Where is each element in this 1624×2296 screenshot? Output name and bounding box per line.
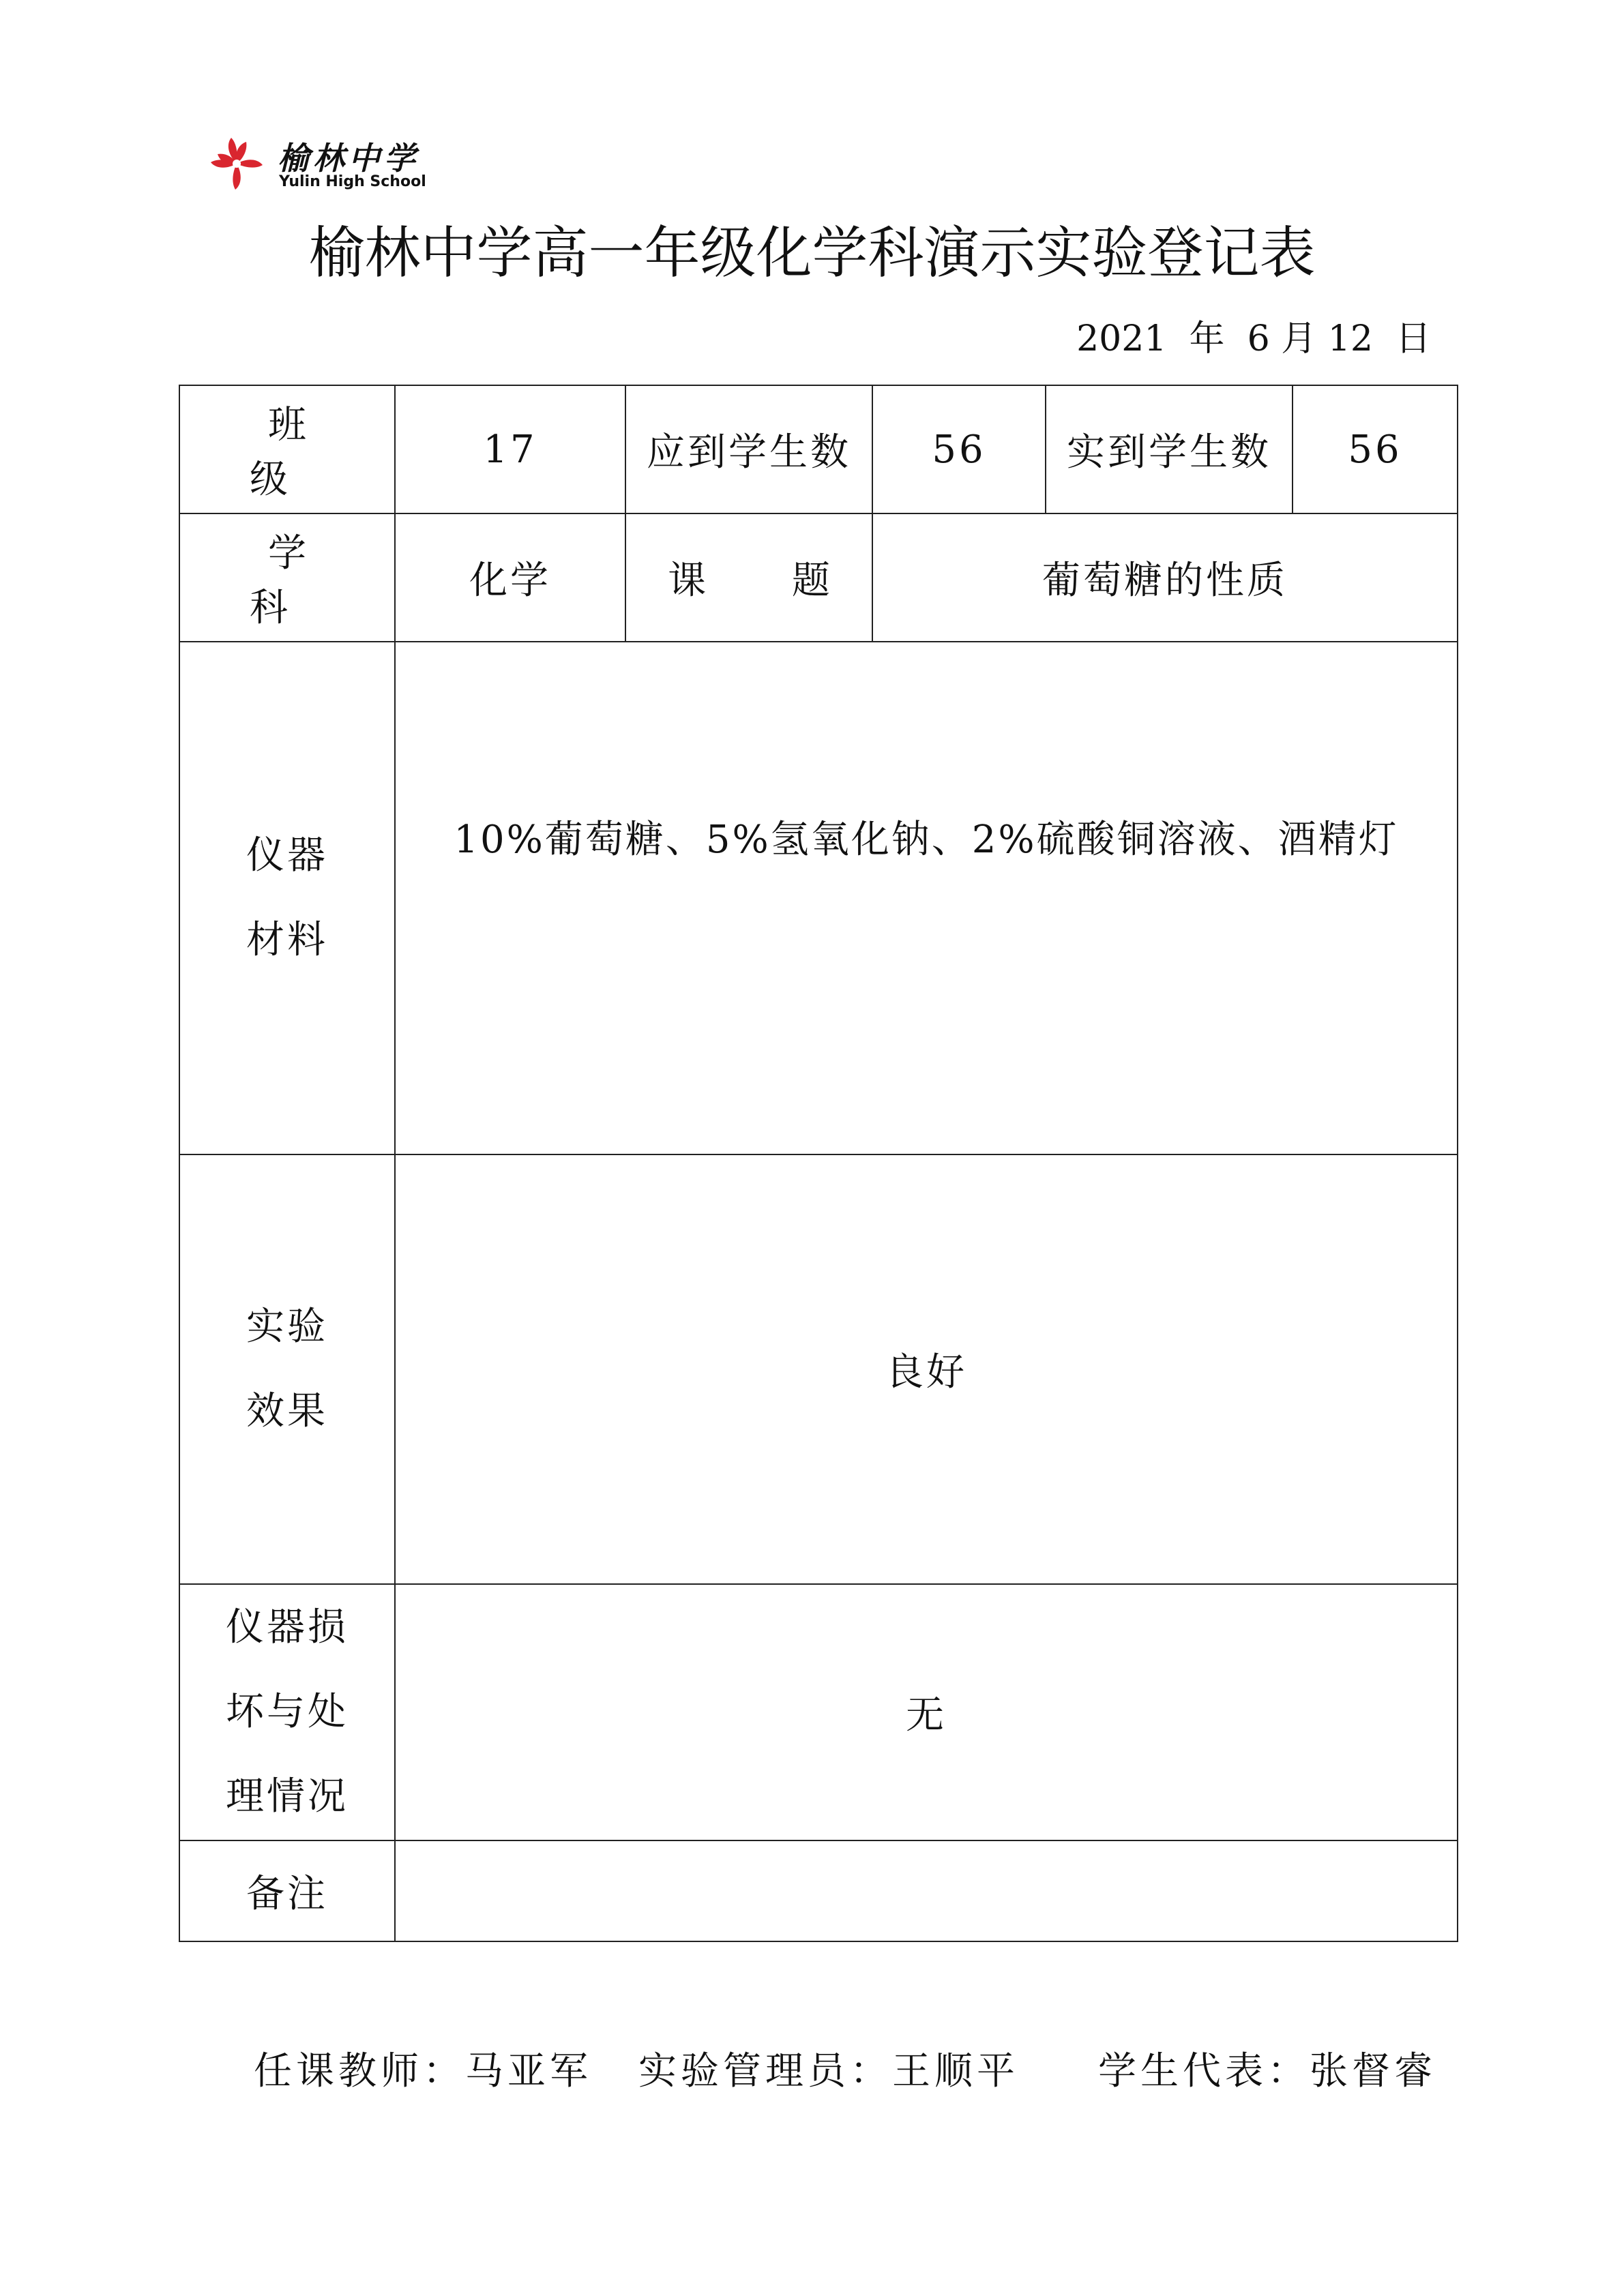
table-row [179, 1154, 1458, 1584]
logo-chinese-name: 榆林中学 [278, 140, 419, 177]
effect-label: 实验 效果 [179, 1154, 395, 1584]
actual-students-label: 实到学生数 [1046, 385, 1293, 513]
effect-value: 良好 [395, 1154, 1458, 1584]
date-line [1076, 315, 1431, 363]
table-row [179, 642, 1458, 1154]
table-row [179, 513, 1458, 642]
student-rep-signature: 学生代表：张督睿 [1098, 2049, 1436, 2093]
remarks-value [395, 1840, 1458, 1941]
logo-english-name: Yulin High School [279, 173, 426, 190]
teacher-signature: 任课教师：马亚军 [254, 2049, 592, 2093]
page-title: 榆林中学高一年级化学科演示实验登记表 [308, 221, 1316, 286]
date-day: 12 [1327, 318, 1373, 359]
class-label: 班 级 [179, 385, 395, 513]
registration-table [179, 385, 1458, 1942]
subject-label: 学 科 [179, 513, 395, 642]
materials-label: 仪器 材料 [179, 642, 395, 1154]
table-row [179, 385, 1458, 513]
flower-logo-icon [208, 135, 265, 192]
damage-label: 仪器损 坏与处 理情况 [179, 1584, 395, 1840]
expected-students-label: 应到学生数 [625, 385, 872, 513]
table-row [179, 1584, 1458, 1840]
expected-students-value: 56 [872, 385, 1046, 513]
subject-value: 化学 [395, 513, 625, 642]
date-year-unit: 年 [1189, 318, 1225, 359]
table-row [179, 1840, 1458, 1941]
class-value: 17 [395, 385, 625, 513]
topic-value: 葡萄糖的性质 [872, 513, 1458, 642]
date-day-unit: 日 [1395, 318, 1431, 359]
actual-students-value: 56 [1293, 385, 1458, 513]
date-month: 6 [1247, 318, 1270, 359]
school-logo [208, 134, 440, 195]
remarks-label: 备注 [179, 1840, 395, 1941]
date-month-unit: 月 [1281, 318, 1317, 359]
topic-label: 课 题 [625, 513, 872, 642]
materials-value: 10%葡萄糖、5%氢氧化钠、2%硫酸铜溶液、酒精灯 [395, 642, 1458, 1154]
damage-value: 无 [395, 1584, 1458, 1840]
lab-admin-signature: 实验管理员：王顺平 [638, 2049, 1019, 2093]
date-year: 2021 [1076, 318, 1167, 359]
